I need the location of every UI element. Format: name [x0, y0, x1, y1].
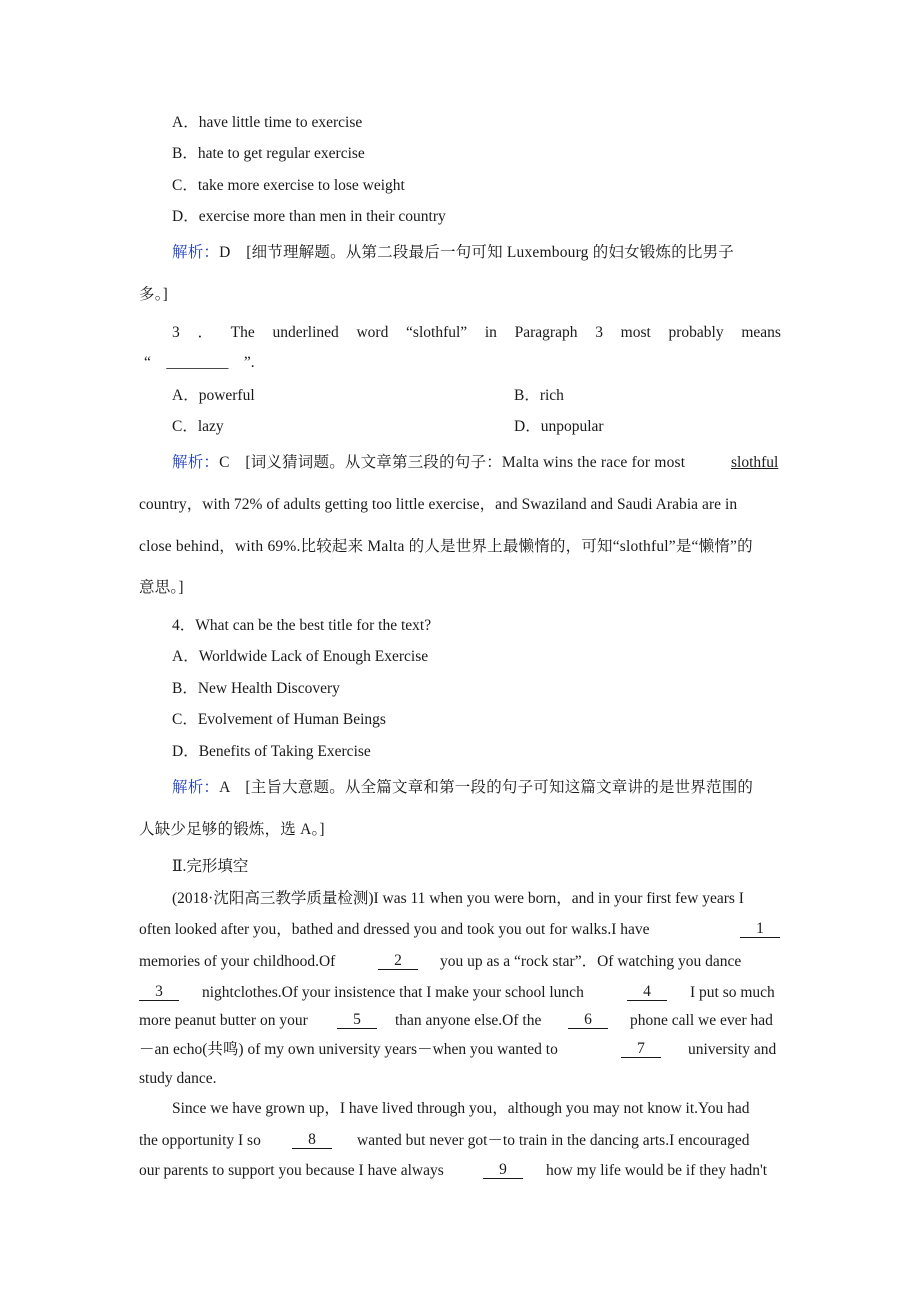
blank-7[interactable]: 7	[621, 1040, 661, 1058]
q4-question: 4．What can be the best title for the text?	[172, 617, 432, 634]
q3-option-a: A．powerful	[172, 387, 255, 404]
blank-6[interactable]: 6	[568, 1011, 608, 1029]
section-title: Ⅱ.完形填空	[172, 858, 249, 875]
blank-8[interactable]: 8	[292, 1131, 332, 1149]
q4-option-d: D．Benefits of Taking Exercise	[172, 743, 371, 760]
cloze-line-5a: more peanut butter on your	[139, 1012, 308, 1029]
q4-option-c: C．Evolvement of Human Beings	[172, 711, 386, 728]
q3-option-c: C．lazy	[172, 418, 224, 435]
q4-analysis	[172, 778, 753, 798]
q3-analysis-line4: 意思。]	[139, 579, 184, 596]
cloze-line-2: often looked after you，bathed and dressed you and took you out for walks.I have	[139, 921, 650, 938]
q2-analysis-cont: 多。]	[139, 286, 169, 303]
cloze-line-6b: university and	[688, 1041, 777, 1058]
cloze-line-5c: phone call we ever had	[630, 1012, 773, 1029]
q2-analysis	[172, 243, 734, 263]
blank-1[interactable]: 1	[740, 920, 780, 938]
q3-analysis-underlined-word: slothful	[731, 454, 779, 471]
cloze-p2-line-3a: our parents to support you because I have always	[139, 1162, 444, 1179]
q4-option-a: A．Worldwide Lack of Enough Exercise	[172, 648, 429, 665]
q4-analysis-text: A [主旨大意题。从全篇文章和第一段的句子可知这篇文章讲的是世界范围的	[219, 779, 754, 796]
blank-2[interactable]: 2	[378, 952, 418, 970]
cloze-line-3b: you up as a “rock star”．Of watching you dance	[440, 953, 742, 970]
cloze-line-6a: －an echo(共鸣) of my own university years－when you wanted to	[139, 1041, 558, 1058]
cloze-p2-line-3b: how my life would be if they hadn't	[546, 1162, 768, 1179]
analysis-label: 解析：	[172, 779, 220, 796]
cloze-p2-line-2b: wanted but never got－to train in the dancing arts.I encouraged	[357, 1132, 750, 1149]
cloze-line-7: study dance.	[139, 1070, 217, 1087]
cloze-line-1: (2018·沈阳高三教学质量检测)I was 11 when you were born，and in your first few years I	[172, 890, 744, 907]
cloze-line-3a: memories of your childhood.Of	[139, 953, 336, 970]
blank-5[interactable]: 5	[337, 1011, 377, 1029]
q2-option-d: D．exercise more than men in their country	[172, 208, 446, 225]
q3-analysis-line3: close behind，with 69%.比较起来 Malta 的人是世界上最懒惰的，可知“slothful”是“懒惰”的	[139, 538, 753, 555]
q3-analysis-text: C [词义猜词题。从文章第三段的句子：Malta wins the race for most	[219, 454, 686, 471]
q2-option-a: A．have little time to exercise	[172, 114, 363, 131]
analysis-label: 解析：	[172, 454, 220, 471]
cloze-p2-line-1: Since we have grown up，I have lived through you，although you may not know it.You had	[172, 1100, 750, 1117]
q3-analysis	[172, 453, 685, 473]
blank-9[interactable]: 9	[483, 1161, 523, 1179]
q2-option-b: B．hate to get regular exercise	[172, 145, 365, 162]
cloze-line-5b: than anyone else.Of the	[395, 1012, 542, 1029]
q4-analysis-cont: 人缺少足够的锻炼，选 A。]	[139, 821, 325, 838]
cloze-line-4a: nightclothes.Of your insistence that I make your school lunch	[202, 984, 584, 1001]
analysis-label: 解析：	[172, 244, 220, 261]
q2-option-c: C．take more exercise to lose weight	[172, 177, 405, 194]
blank-4[interactable]: 4	[627, 983, 667, 1001]
blank-3[interactable]: 3	[139, 983, 179, 1001]
q3-blank-line: “ ________ ”.	[144, 354, 255, 371]
q3-stem: 3 ． The underlined word “slothful” in Paragraph 3 most probably means	[172, 324, 781, 341]
cloze-line-4b: I put so much	[690, 984, 775, 1001]
cloze-p2-line-2a: the opportunity I so	[139, 1132, 261, 1149]
q3-option-d: D．unpopular	[514, 418, 604, 435]
q3-option-b: B．rich	[514, 387, 564, 404]
q4-option-b: B．New Health Discovery	[172, 680, 340, 697]
q3-analysis-line2: country，with 72% of adults getting too little exercise，and Swaziland and Saudi Arabia are in	[139, 496, 738, 513]
q2-analysis-text: D [细节理解题。从第二段最后一句可知 Luxembourg 的妇女锻炼的比男子	[219, 244, 735, 261]
